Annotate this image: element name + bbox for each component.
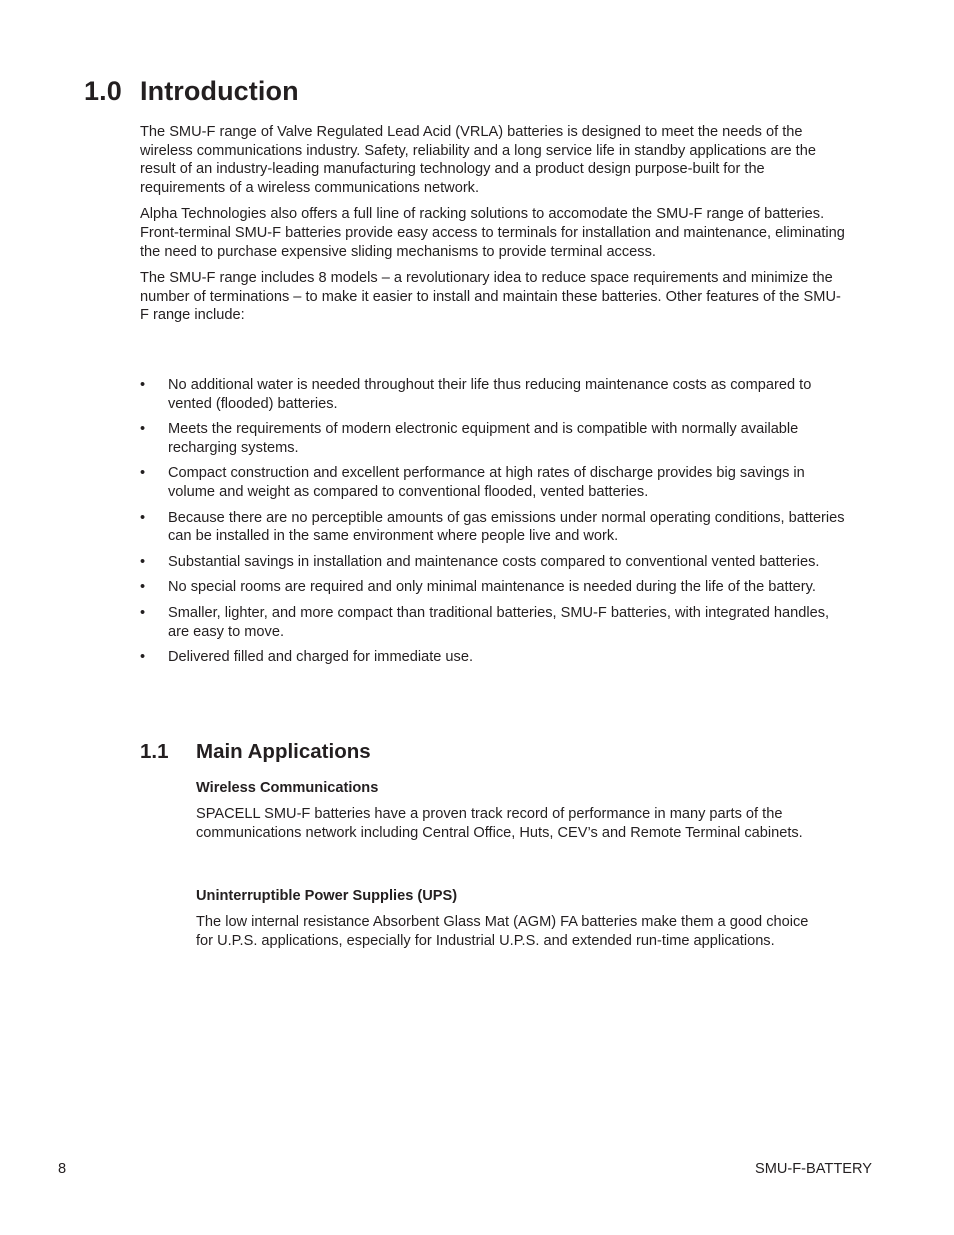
bullet-icon: • [140,553,146,570]
section-title: Introduction [140,76,299,106]
application-wireless [196,779,826,842]
subsection-title: Main Applications [196,740,371,763]
list-item [140,376,845,413]
bullet-icon: • [140,465,146,482]
intro-paragraph: Alpha Technologies also offers a full line of racking solutions to accomodate the SMU-F range of batteries. Front-terminal SMU-F batteries provide easy access to terminals for installation and maintenance, eliminating the need to purchase expensive sliding mechanisms to provide terminal access. [140,206,845,260]
list-item-text: Substantial savings in installation and maintenance costs compared to conventional vented batteries. [168,553,820,570]
application-heading: Wireless Communications [196,780,379,796]
intro-paragraphs [140,123,845,333]
bullet-icon: • [140,649,146,666]
page-number: 8 [58,1161,67,1177]
application-ups [196,887,826,950]
intro-paragraph: The SMU-F range of Valve Regulated Lead Acid (VRLA) batteries is designed to meet the needs of the wireless communications industry. Safety, reliability and a long service life in standby applications are the result of an industry-leading manufacturing technology and a product design purpose-built for the requirements of a wireless communications network. [140,124,816,196]
list-item-text: Compact construction and excellent performance at high rates of discharge provides big savings in volume and weight as compared to conventional flooded, vented batteries. [168,465,805,500]
list-item [140,509,845,546]
bullet-icon: • [140,604,146,621]
bullet-icon: • [140,509,146,526]
list-item-text: Smaller, lighter, and more compact than traditional batteries, SMU-F batteries, with integrated handles, are easy to move. [168,604,830,640]
list-item [140,420,845,457]
list-item-text: Delivered filled and charged for immediate use. [168,649,474,666]
list-item-text: No special rooms are required and only minimal maintenance is needed during the life of the battery. [168,579,816,596]
list-item-text: Because there are no perceptible amounts of gas emissions under normal operating conditions, batteries can be installed in the same environment where people live and work. [168,509,845,545]
document-name: SMU-F-BATTERY [754,1161,872,1177]
list-item [140,648,845,667]
list-item-text: Meets the requirements of modern electronic equipment and is compatible with normally available recharging systems. [168,421,799,456]
application-text: The low internal resistance Absorbent Glass Mat (AGM) FA batteries make them a good choice for U.P.S. applications, especially for Industrial U.P.S. and extended run-time applications. [196,914,809,949]
section-number: 1.0 [84,76,122,106]
subsection-heading [140,740,371,764]
application-heading: Uninterruptible Power Supplies (UPS) [196,888,458,904]
bullet-icon: • [140,377,146,393]
list-item [140,553,845,572]
bullet-icon: • [140,579,146,596]
list-item-text: No additional water is needed throughout their life thus reducing maintenance costs as compared to vented (flooded) batteries. [168,377,812,412]
list-item [140,464,845,501]
section-heading [84,76,299,107]
list-item [140,578,845,597]
subsection-number: 1.1 [140,740,169,763]
intro-paragraph: The SMU-F range includes 8 models – a revolutionary idea to reduce space requirements and minimize the number of terminations – to make it easier to install and maintain these batteries. Other features of the SMU-F range include: [140,270,841,324]
application-text: SPACELL SMU-F batteries have a proven track record of performance in many parts of the communications network including Central Office, Huts, CEV’s and Remote Terminal cabinets. [196,806,803,841]
bullet-icon: • [140,421,146,438]
list-item [140,604,845,641]
features-list [140,376,845,674]
